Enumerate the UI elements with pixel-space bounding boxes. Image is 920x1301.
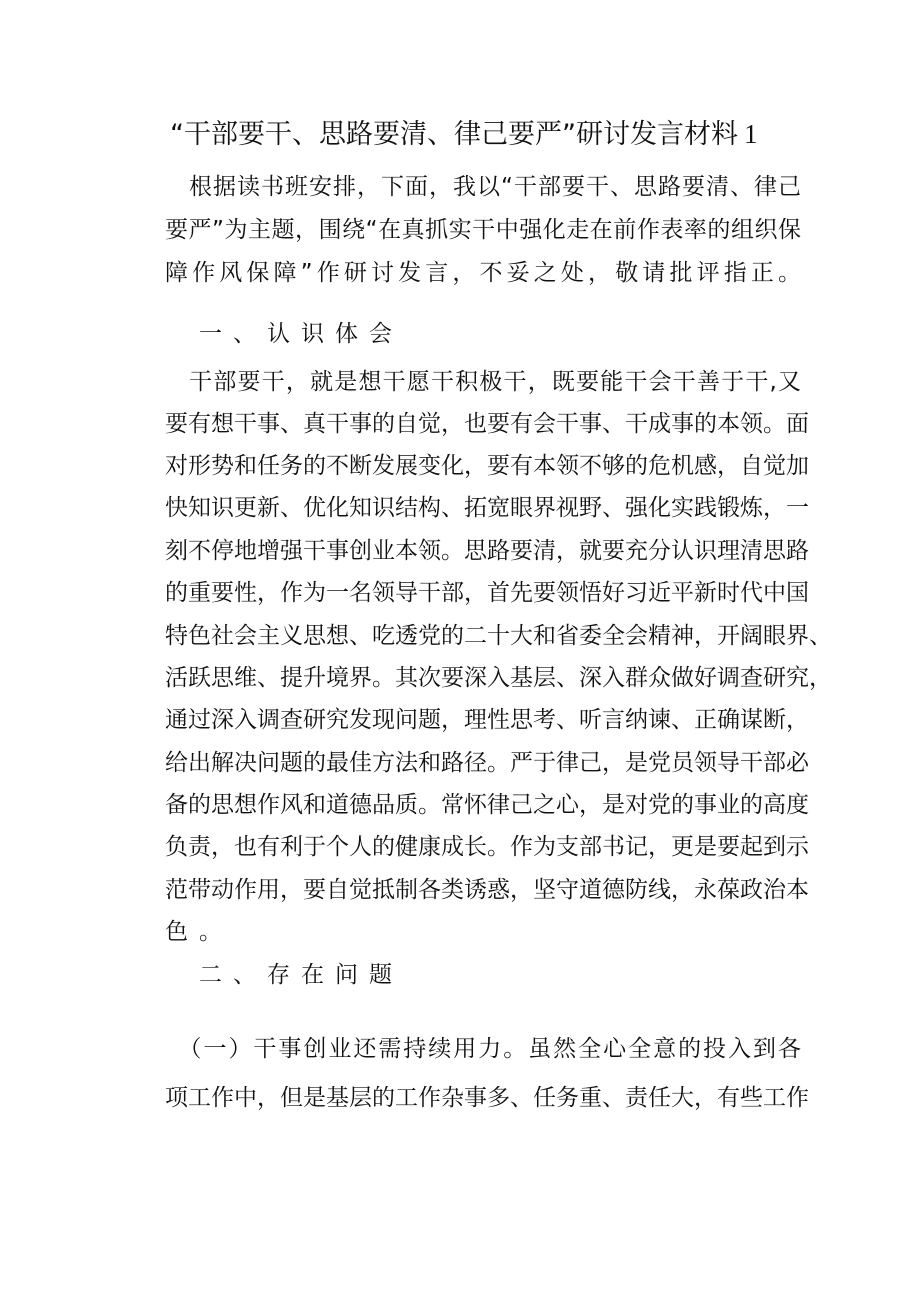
paragraph-line: 给出解决问题的最佳方法和路径。严于律己，是党员领导干部必 bbox=[165, 750, 809, 776]
document-title bbox=[170, 112, 810, 151]
paragraph-line: 项工作中，但是基层的工作杂事多、任务重、责任大，有些工作 bbox=[165, 1085, 809, 1111]
paragraph-line: 色。 bbox=[165, 919, 233, 945]
title-number: 1 bbox=[743, 119, 758, 149]
paragraph-line: （一）干事创业还需持续用力。虽然全心全意的投入到各 bbox=[165, 1036, 801, 1062]
paragraph-line: 活跃思维、提升境界。其次要深入基层、深入群众做好调查研究， bbox=[165, 665, 832, 691]
paragraph-line: 特色社会主义思想、吃透党的二十大和省委全会精神，开阔眼界、 bbox=[165, 623, 832, 649]
paragraph-line: 备的思想作风和道德品质。常怀律己之心，是对党的事业的高度 bbox=[165, 792, 809, 818]
paragraph-line: 二、存在问题 bbox=[165, 962, 403, 988]
paragraph-line: 刻不停地增强干事创业本领。思路要清，就要充分认识理清思路 bbox=[165, 538, 809, 564]
title-text: “干部要干、思路要清、律己要严”研讨发言材料 bbox=[170, 119, 738, 150]
paragraph-line: 范带动作用，要自觉抵制各类诱惑，坚守道德防线，永葆政治本 bbox=[165, 877, 809, 903]
paragraph-line: 障作风保障”作研讨发言，不妥之处，敬请批评指正。 bbox=[165, 260, 801, 286]
paragraph-line: 快知识更新、优化知识结构、拓宽眼界视野、强化实践锻炼，一 bbox=[165, 495, 809, 521]
paragraph-line: 干部要干，就是想干愿干积极干，既要能干会干善于干,又 bbox=[165, 369, 801, 395]
paragraph-line: 通过深入调查研究发现问题，理性思考、听言纳谏、正确谋断， bbox=[165, 707, 809, 733]
paragraph-line: 要严”为主题，围绕“在真抓实干中强化走在前作表率的组织保 bbox=[165, 217, 801, 243]
paragraph-line: 根据读书班安排，下面，我以“干部要干、思路要清、律己 bbox=[165, 174, 801, 200]
paragraph-line: 对形势和任务的不断发展变化，要有本领不够的危机感，自觉加 bbox=[165, 453, 809, 479]
paragraph-line: 负责，也有利于个人的健康成长。作为支部书记，更是要起到示 bbox=[165, 834, 809, 860]
paragraph-line: 要有想干事、真干事的自觉，也要有会干事、干成事的本领。面 bbox=[165, 411, 809, 437]
paragraph-line: 一、认识体会 bbox=[165, 321, 403, 347]
paragraph-line: 的重要性，作为一名领导干部，首先要领悟好习近平新时代中国 bbox=[165, 580, 809, 606]
